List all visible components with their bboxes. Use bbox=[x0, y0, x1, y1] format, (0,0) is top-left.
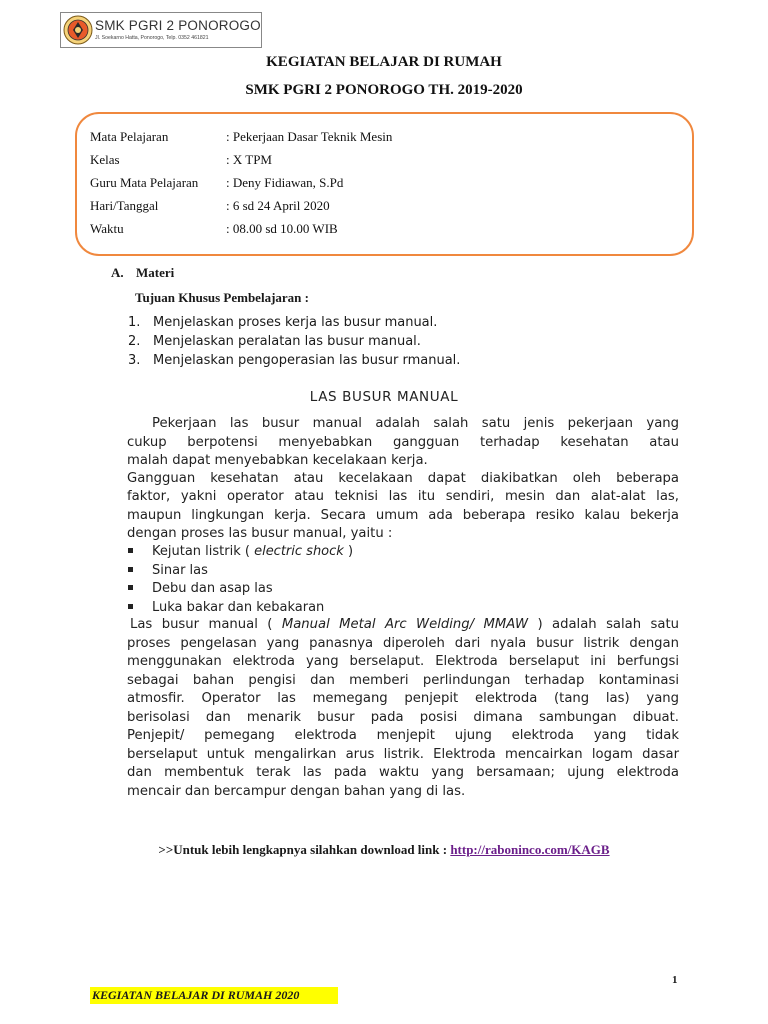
list-number: 2. bbox=[128, 334, 141, 349]
paragraph-line: sebagai bahan pengisi dan memberi perlindungan terhadap kontaminasi bbox=[127, 673, 679, 688]
objectives-heading: Tujuan Khusus Pembelajaran : bbox=[135, 290, 309, 305]
page-number: 1 bbox=[672, 974, 678, 986]
paragraph-line: Gangguan kesehatan atau kecelakaan dapat diakibatkan oleh beberapa bbox=[127, 471, 679, 486]
list-item bbox=[110, 332, 460, 351]
info-row-time bbox=[90, 221, 338, 237]
paragraph-line: berselaput untuk mengalirkan arus listrik. Elektroda mencairkan logam dasar bbox=[127, 747, 679, 762]
school-name: SMK PGRI 2 PONOROGO bbox=[95, 17, 261, 33]
paragraph-line: atmosfir. Operator las memegang penjepit elektroda (tang las) yang bbox=[127, 691, 679, 706]
document-subtitle: SMK PGRI 2 PONOROGO TH. 2019-2020 bbox=[245, 82, 523, 98]
bullet-icon bbox=[128, 567, 133, 572]
info-value: : Pekerjaan Dasar Teknik Mesin bbox=[226, 129, 393, 144]
paragraph-text: ) adalah salah satu bbox=[528, 617, 680, 632]
paragraph-line: malah dapat menyebabkan kecelakaan kerja. bbox=[127, 453, 428, 468]
paragraph-line: Pekerjaan las busur manual adalah salah satu jenis pekerjaan yang bbox=[152, 416, 679, 431]
download-link[interactable]: http://raboninco.com/KAGB bbox=[450, 842, 610, 857]
list-text: Menjelaskan pengoperasian las busur rmanual. bbox=[153, 353, 461, 368]
paragraph-line: proses pengelasan yang panasnya diperoleh dari nyala busur listrik dengan bbox=[127, 636, 679, 651]
info-row-date bbox=[90, 198, 330, 214]
paragraph-line bbox=[130, 618, 679, 631]
paragraph-line: menggunakan elektroda yang berselaput. Elektroda berselaput ini berfungsi bbox=[127, 654, 679, 669]
document-title: KEGIATAN BELAJAR DI RUMAH bbox=[266, 54, 502, 70]
download-line bbox=[0, 842, 768, 858]
list-number: 3. bbox=[128, 353, 141, 368]
bullet-item bbox=[128, 544, 353, 559]
list-number: 1. bbox=[128, 315, 141, 330]
list-item bbox=[110, 351, 460, 370]
bullet-text: Debu dan asap las bbox=[152, 581, 273, 596]
paragraph-line: maupun lingkungan kerja. Secara umum ada beberapa resiko kalau bekerja bbox=[127, 508, 679, 523]
info-row-subject bbox=[90, 129, 392, 145]
list-text: Menjelaskan peralatan las busur manual. bbox=[153, 334, 421, 349]
info-value: : Deny Fidiawan, S.Pd bbox=[226, 175, 344, 190]
paragraph-line: dan membentuk terak las pada waktu yang bersamaan; ujung elektroda bbox=[127, 765, 679, 780]
paragraph-text: Las busur manual ( bbox=[130, 617, 282, 632]
paragraph-line: dengan proses las busur manual, yaitu : bbox=[127, 526, 393, 541]
info-row-teacher bbox=[90, 175, 343, 191]
paragraph-line: faktor, yakni operator atau teknisi las itu sendiri, mesin dan alat-alat las, bbox=[127, 489, 679, 504]
list-item bbox=[110, 313, 460, 332]
bullet-icon bbox=[128, 604, 133, 609]
school-logo-header bbox=[60, 12, 262, 48]
list-text: Menjelaskan proses kerja las busur manual. bbox=[153, 315, 438, 330]
section-heading bbox=[111, 265, 174, 281]
paragraph-line: Penjepit/ pemegang elektroda menjepit ujung elektroda yang tidak bbox=[127, 728, 679, 743]
bullet-item bbox=[128, 581, 273, 596]
bullet-text: Luka bakar dan kebakaran bbox=[152, 600, 325, 615]
bullet-icon bbox=[128, 548, 133, 553]
school-address: Jl. Soekarno Hatta, Ponorogo, Telp. 0352 461821 bbox=[95, 35, 209, 42]
paragraph-emphasis: Manual Metal Arc Welding/ MMAW bbox=[281, 617, 529, 632]
bullet-icon bbox=[128, 585, 133, 590]
bullet-text: Sinar las bbox=[152, 563, 208, 578]
info-value: : X TPM bbox=[226, 152, 272, 167]
info-label: Kelas bbox=[90, 152, 120, 167]
info-label: Guru Mata Pelajaran bbox=[90, 175, 199, 190]
info-label: Mata Pelajaran bbox=[90, 129, 169, 144]
download-text: >>Untuk lebih lengkapnya silahkan download link : bbox=[158, 842, 451, 857]
article-heading: LAS BUSUR MANUAL bbox=[309, 389, 459, 405]
info-value: : 08.00 sd 10.00 WIB bbox=[226, 221, 338, 236]
bullet-item bbox=[128, 600, 324, 615]
paragraph-line: cukup berpotensi menyebabkan gangguan terhadap kesehatan atau bbox=[127, 435, 679, 450]
bullet-text: Kejutan listrik ( bbox=[152, 544, 255, 559]
info-label: Waktu bbox=[90, 221, 124, 236]
info-row-class bbox=[90, 152, 272, 168]
objectives-list bbox=[110, 313, 460, 370]
footer-label: KEGIATAN BELAJAR DI RUMAH 2020 bbox=[90, 987, 338, 1004]
bullet-text: ) bbox=[343, 544, 354, 559]
section-letter: A. bbox=[111, 265, 124, 280]
paragraph-line: mencair dan bercampur dengan bahan yang di las. bbox=[127, 784, 466, 799]
section-title: Materi bbox=[136, 265, 175, 280]
bullet-emphasis: electric shock bbox=[254, 544, 344, 559]
paragraph-line: berisolasi dan menarik busur pada posisi dimana sambungan dibuat. bbox=[127, 710, 679, 725]
school-seal-icon bbox=[63, 15, 93, 45]
bullet-item bbox=[128, 563, 208, 578]
info-label: Hari/Tanggal bbox=[90, 198, 159, 213]
info-value: : 6 sd 24 April 2020 bbox=[226, 198, 330, 213]
